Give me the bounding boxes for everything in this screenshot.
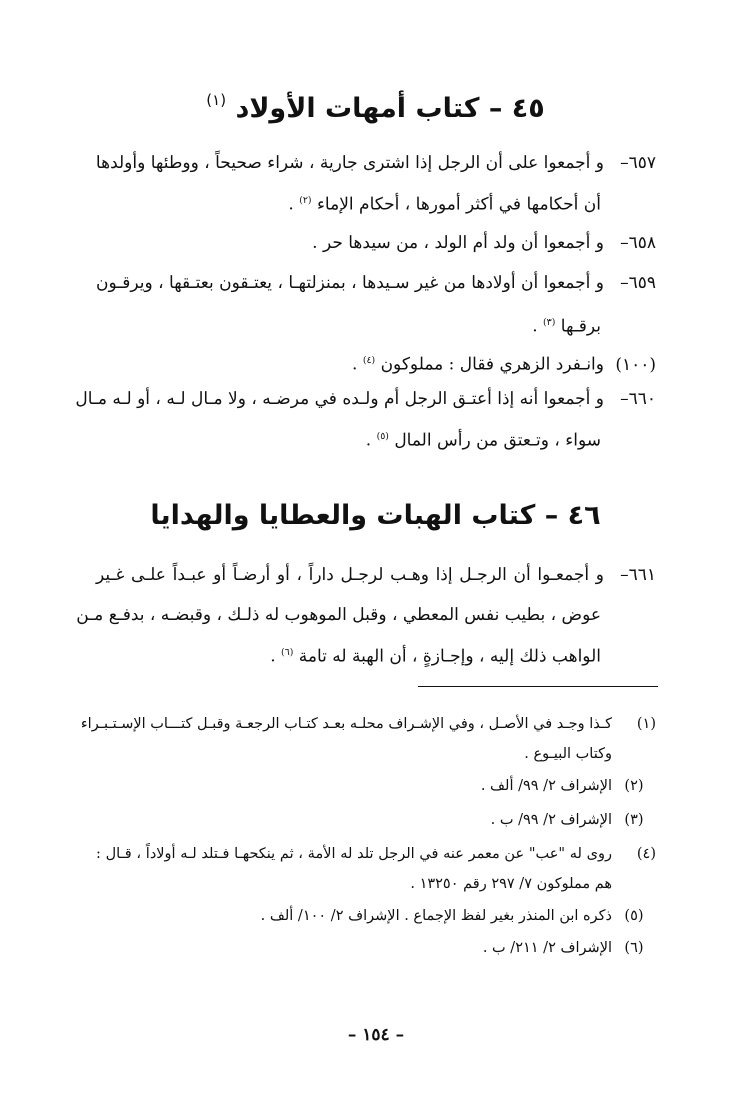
entry-661-line-2 (76, 600, 601, 630)
footnote-ref: (٢) (299, 195, 312, 206)
entry-659-line-2 (96, 308, 601, 342)
footnote-number: (٥) (624, 908, 644, 924)
entry-text: و أجمعوا أن ولد أم الولد ، من سيدها حر . (312, 233, 604, 253)
footnote-ref: (٤) (362, 355, 376, 366)
entry-657-line-1 (96, 148, 656, 178)
entry-number: ٦٦١– (620, 565, 656, 585)
entry-661-line-3 (96, 638, 601, 672)
entry-number: ٦٥٨– (620, 233, 656, 253)
entry-text: أن أحكامها في أكثر أمورها ، أحكام الإماء (316, 194, 601, 215)
entry-658-line-1 (96, 228, 656, 258)
chapter-heading-45 (90, 80, 661, 129)
footnote-text: الإشراف ٢/ ٩٩/ ألف . (480, 778, 612, 794)
chapter-heading-45-footnote-ref: (١) (206, 91, 227, 109)
footnote-1-line-2 (96, 740, 612, 768)
footnote-ref: (٣) (543, 317, 556, 328)
entry-660-line-1 (75, 384, 656, 414)
footnote-number: (٣) (624, 812, 644, 828)
entry-number: ٦٥٧– (620, 153, 656, 173)
entry-text: الواهب ذلك إليه ، وإجـازةٍ ، أن الهبة له تامة (298, 646, 601, 667)
entry-text: و أجمعوا أنه إذا أعتـق الرجل أم ولـده في مرضـه ، ولا مـال لـه ، أو لـه مـال (75, 389, 604, 409)
entry-657-line-2 (96, 186, 601, 220)
footnote-5 (96, 902, 656, 930)
entry-659-line-1 (96, 268, 656, 298)
entry-660-line-2 (96, 422, 601, 456)
footnote-ref: (٦) (281, 647, 294, 658)
entry-text-tail: . (352, 354, 363, 375)
footnote-text: وكتاب البيـوع . (524, 746, 612, 762)
footnote-6 (96, 934, 656, 962)
entry-number: ٦٥٩– (620, 273, 656, 293)
entry-100-line-1 (96, 346, 656, 380)
footnote-1-line-1 (80, 710, 656, 738)
entry-text: و أجمعوا أن أولادها من غير سـيدها ، بمنزلتهـا ، يعتـقون بعتـقها ، ويرقـون (96, 273, 604, 293)
entry-text: و أجمعوا على أن الرجل إذا اشترى جارية ، شراء صحيحاً ، ووطئها وأولدها (95, 153, 604, 173)
entry-text-tail: . (365, 430, 377, 451)
footnote-text: كـذا وجـد في الأصـل ، وفي الإشـراف محلـه بعـد كتـاب الرجعـة وقبـل كتـــاب الإسـتـبـراء (80, 716, 612, 732)
page-number: – ١٥٤ – (347, 1025, 405, 1045)
chapter-heading-46-text: ٤٦ – كتاب الهبات والعطايا والهدايا (150, 500, 601, 531)
footnote-number: (٢) (624, 778, 644, 794)
entry-text-tail: . (532, 316, 544, 337)
entry-text-tail: . (270, 646, 282, 667)
footnote-separator (418, 686, 658, 687)
entry-661-line-1 (96, 560, 656, 590)
footnote-4-line-2 (96, 870, 612, 898)
entry-text: عوض ، بطيب نفس المعطي ، وقبل الموهوب له ذلـك ، وقبضـه ، بدفـع مـن (76, 605, 601, 625)
chapter-heading-45-text: ٤٥ – كتاب أمهات الأولاد (235, 93, 545, 124)
entry-text: وانـفرد الزهري فقال : مملوكون (380, 354, 604, 375)
entry-number: (١٠٠) (615, 354, 656, 375)
footnote-text: الإشراف ٢/ ٢١١/ ب . (482, 940, 612, 956)
footnote-text: الإشراف ٢/ ٩٩/ ب . (490, 812, 612, 828)
footnote-text: ذكره ابن المنذر بغير لفظ الإجماع . الإشراف ٢/ ١٠٠/ ألف . (260, 908, 612, 924)
footnote-text: روى له "عب" عن معمر عنه في الرجل تلد له الأمة ، ثم ينكحهـا فـتلد لـه أولاداً ، قـال : (96, 846, 612, 862)
footnote-text: هم مملوكون ٧/ ٢٩٧ رقم ١٣٢٥٠ . (410, 876, 612, 892)
footnote-3 (96, 806, 656, 834)
footnote-number: (١) (636, 716, 656, 732)
entry-text: و أجمعـوا أن الرجـل إذا وهـب لرجـل داراً ، أو أرضـاً أو عبـداً علـى غـير (96, 565, 604, 585)
footnote-4-line-1 (96, 840, 656, 868)
entry-text: سواء ، وتـعتق من رأس المال (394, 430, 601, 451)
entry-text-tail: . (288, 194, 300, 215)
footnote-number: (٦) (624, 940, 644, 956)
footnote-ref: (٥) (376, 431, 389, 442)
entry-number: ٦٦٠– (620, 389, 656, 409)
chapter-heading-46 (90, 496, 661, 536)
footnote-2 (96, 772, 656, 800)
footnote-number: (٤) (636, 846, 656, 862)
entry-text: برقـها (560, 316, 601, 337)
